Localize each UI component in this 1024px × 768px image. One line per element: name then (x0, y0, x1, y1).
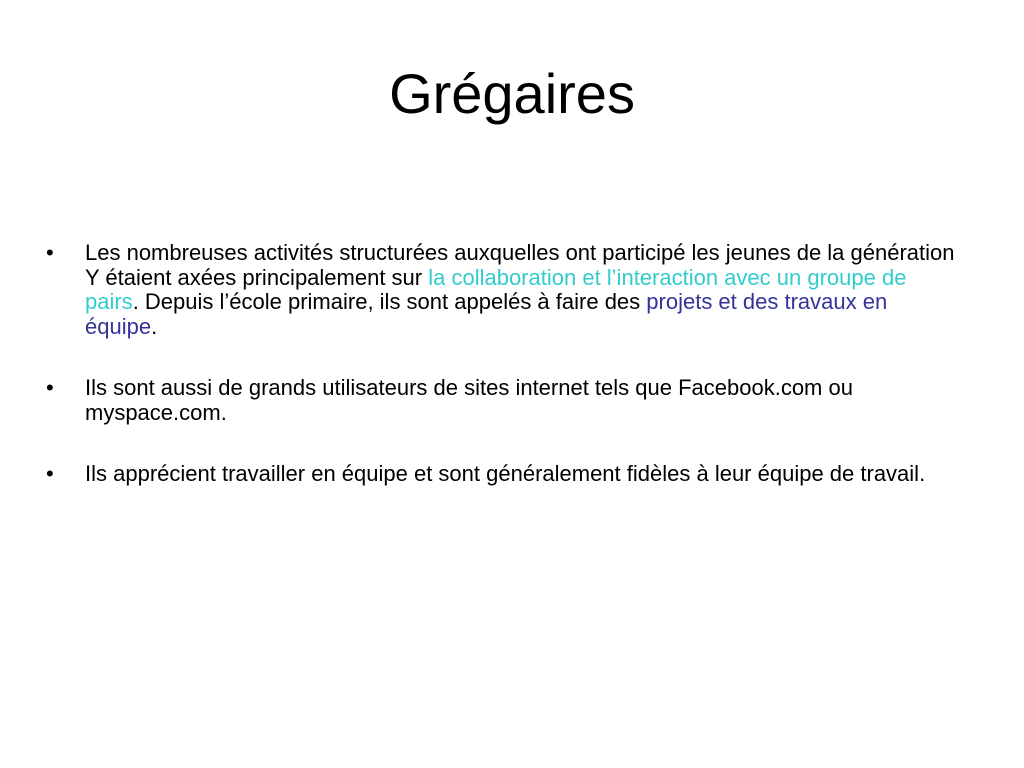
bullet-glyph: • (46, 240, 54, 265)
bullet-glyph: • (46, 375, 54, 400)
bullet-text-part: Les nombreuses activités structurées auxquelles ont participé les jeunes de la génération Y étaient axées principalement sur (85, 240, 955, 290)
bullet-item-3 (46, 462, 956, 487)
slide-title: Grégaires (389, 62, 635, 125)
bullet-text-part: . (151, 313, 158, 339)
bullet-text: Ils sont aussi de grands utilisateurs de sites internet tels que Facebook.com ou myspace.com. (85, 375, 853, 425)
bullet-text (85, 240, 955, 339)
highlight-projets: projets et des travaux en équipe (85, 289, 888, 339)
bullet-item-1 (46, 241, 956, 339)
bullet-text-part: . Depuis l’école primaire, ils sont appelés à faire des (132, 289, 647, 314)
highlight-collaboration: la collaboration et l’interaction avec un groupe de pairs (85, 264, 907, 314)
bullet-glyph: • (46, 461, 54, 486)
bullet-text: Ils apprécient travailler en équipe et sont généralement fidèles à leur équipe de travail. (85, 461, 926, 486)
bullet-list (46, 241, 956, 524)
bullet-item-2 (46, 376, 956, 425)
